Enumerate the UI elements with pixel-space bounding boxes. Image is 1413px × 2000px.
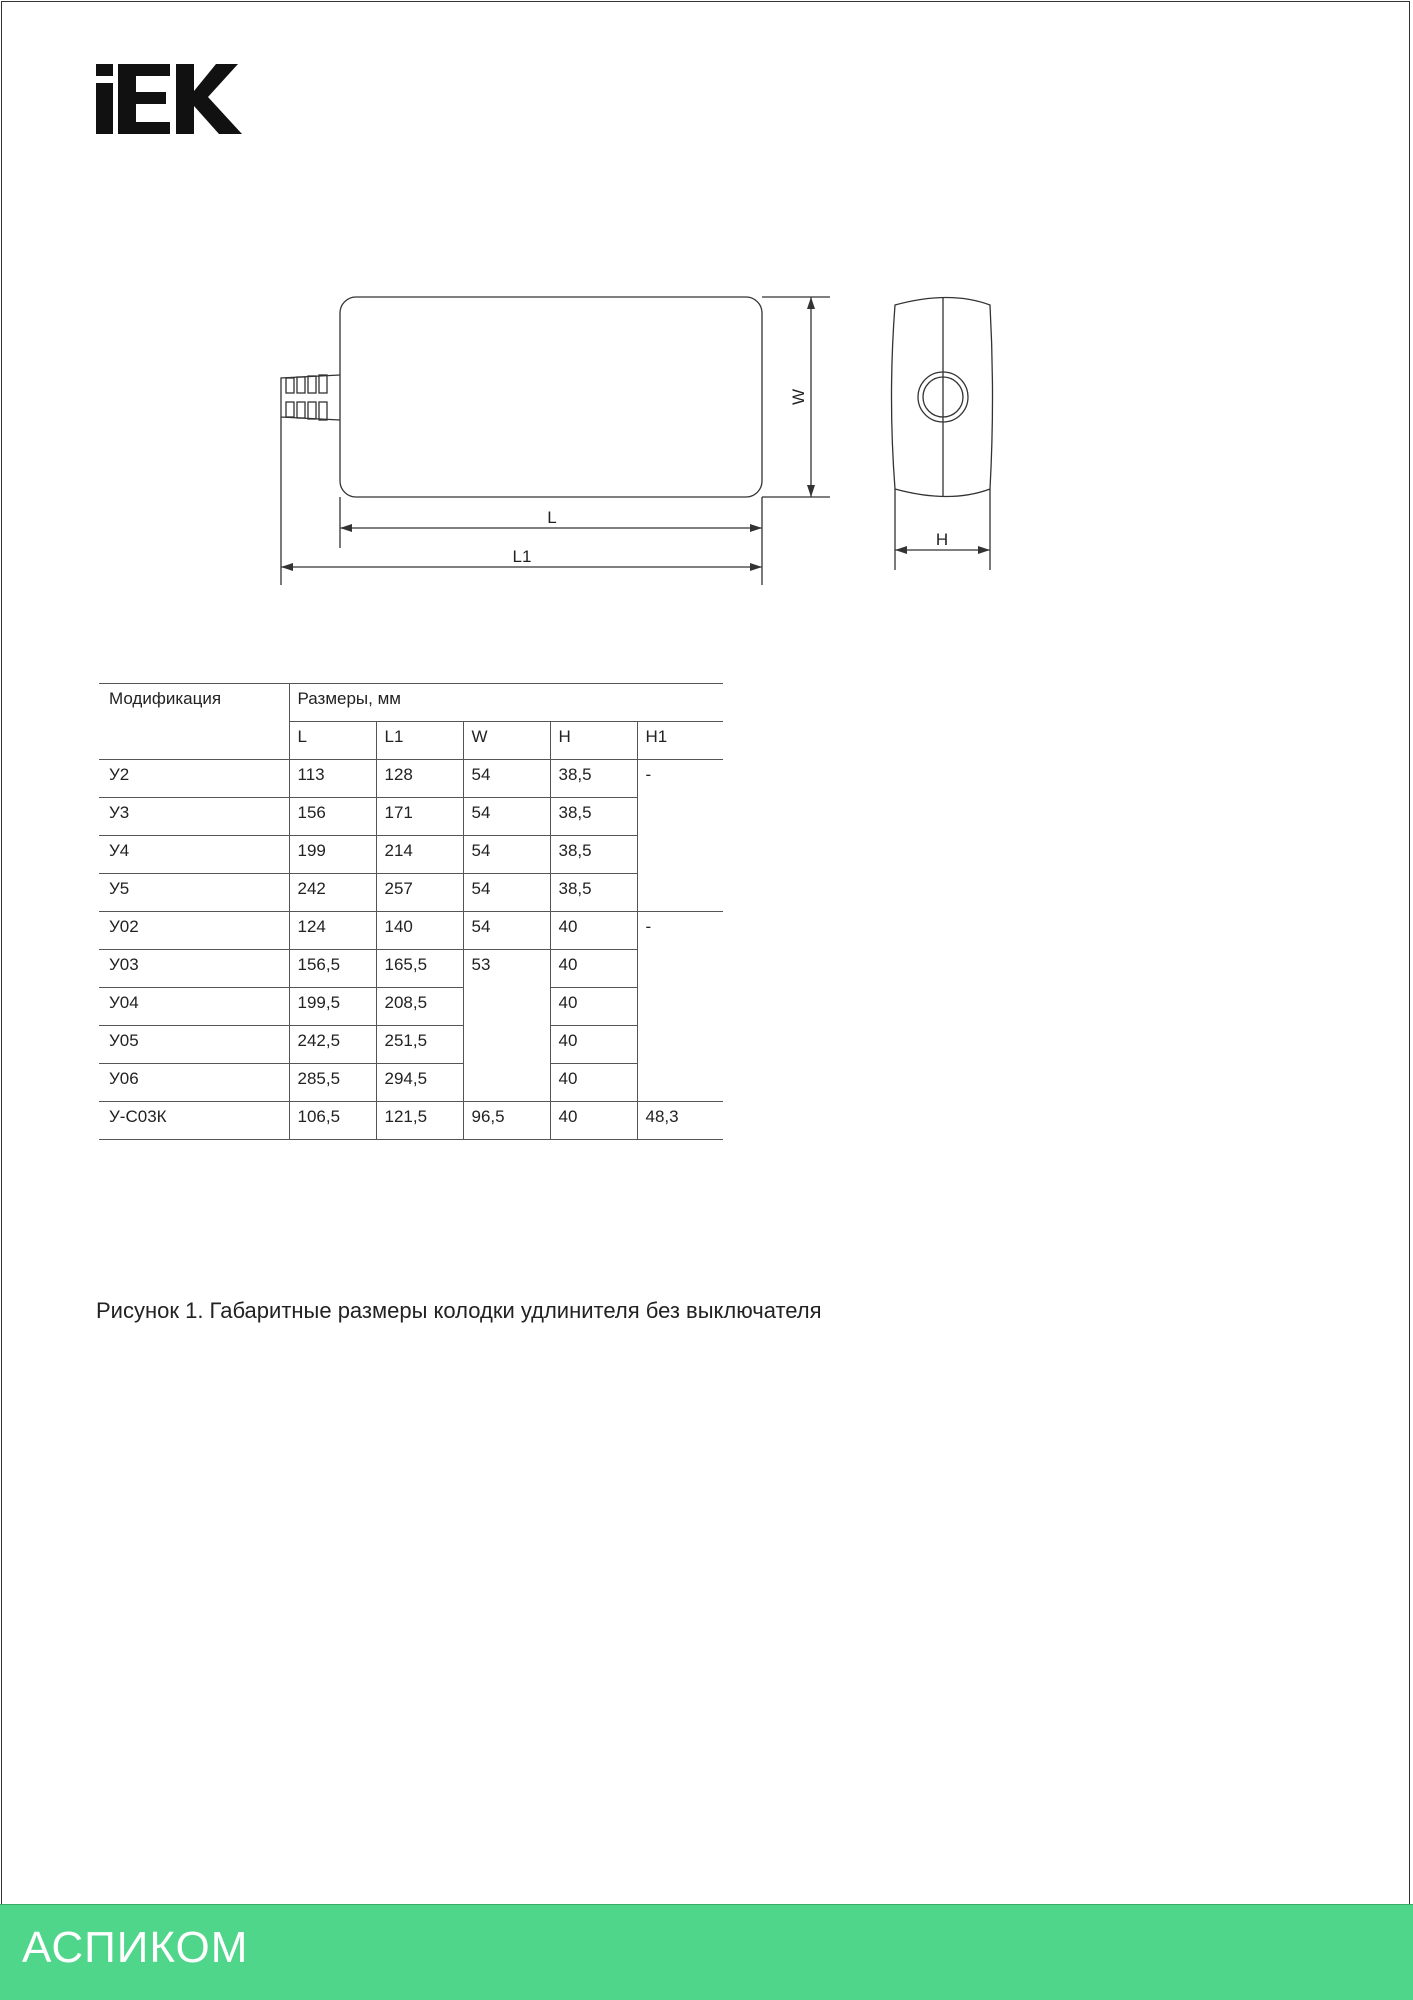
- cell-L: 199: [289, 836, 376, 874]
- cell-H: 38,5: [550, 798, 637, 836]
- cell-H: 40: [550, 988, 637, 1026]
- cell-W: 54: [463, 798, 550, 836]
- cell-W: [463, 1026, 550, 1064]
- label-L: L: [547, 508, 557, 527]
- cell-L1: 251,5: [376, 1026, 463, 1064]
- table-header-row: [99, 684, 723, 722]
- header-model: Модификация: [99, 684, 289, 722]
- table-row: [99, 760, 723, 798]
- table-row: [99, 1064, 723, 1102]
- cell-H1: 48,3: [637, 1102, 723, 1140]
- label-W: W: [789, 388, 808, 406]
- cell-L: 199,5: [289, 988, 376, 1026]
- col-header: L: [289, 722, 376, 760]
- cell-H: 40: [550, 1102, 637, 1140]
- cell-model: У05: [99, 1026, 289, 1064]
- cell-L1: 208,5: [376, 988, 463, 1026]
- cell-L: 156,5: [289, 950, 376, 988]
- header-model-spacer: [99, 722, 289, 760]
- cell-W: 96,5: [463, 1102, 550, 1140]
- cell-model: У06: [99, 1064, 289, 1102]
- table-row: [99, 988, 723, 1026]
- cell-W: 54: [463, 836, 550, 874]
- iek-logo: [96, 64, 242, 134]
- cell-W: 54: [463, 874, 550, 912]
- cell-L: 106,5: [289, 1102, 376, 1140]
- cell-H1: [637, 798, 723, 836]
- dimension-drawing: [270, 290, 1050, 590]
- table-row: [99, 1026, 723, 1064]
- cell-H1: -: [637, 912, 723, 950]
- table-subheader-row: [99, 722, 723, 760]
- cell-H: 38,5: [550, 836, 637, 874]
- header-dimensions: Размеры, мм: [289, 684, 723, 722]
- label-L1: L1: [512, 547, 532, 566]
- footer-bar: [0, 1904, 1413, 2000]
- cell-L1: 165,5: [376, 950, 463, 988]
- cell-L: 285,5: [289, 1064, 376, 1102]
- cell-L: 242: [289, 874, 376, 912]
- cell-L1: 140: [376, 912, 463, 950]
- cell-L1: 121,5: [376, 1102, 463, 1140]
- cell-model: У4: [99, 836, 289, 874]
- cell-W: [463, 1064, 550, 1102]
- cell-H: 40: [550, 1026, 637, 1064]
- cell-model: У02: [99, 912, 289, 950]
- col-header: L1: [376, 722, 463, 760]
- footer-company: АСПИКОМ: [22, 1923, 249, 1972]
- table-row: [99, 836, 723, 874]
- cell-H: 40: [550, 950, 637, 988]
- cell-H1: [637, 1026, 723, 1064]
- cell-model: У2: [99, 760, 289, 798]
- cell-H: 40: [550, 912, 637, 950]
- cell-H1: [637, 950, 723, 988]
- col-header: H: [550, 722, 637, 760]
- cell-L: 242,5: [289, 1026, 376, 1064]
- table-row: [99, 1102, 723, 1140]
- cell-H: 40: [550, 1064, 637, 1102]
- cell-L1: 294,5: [376, 1064, 463, 1102]
- cell-H1: [637, 874, 723, 912]
- cell-H1: [637, 836, 723, 874]
- cell-L1: 257: [376, 874, 463, 912]
- cell-model: У04: [99, 988, 289, 1026]
- col-header: H1: [637, 722, 723, 760]
- table-row: [99, 912, 723, 950]
- cell-L: 113: [289, 760, 376, 798]
- table-row: [99, 874, 723, 912]
- dimensions-table: [99, 683, 723, 1140]
- cell-W: 53: [463, 950, 550, 988]
- cell-model: У3: [99, 798, 289, 836]
- cell-L: 156: [289, 798, 376, 836]
- cell-model: У03: [99, 950, 289, 988]
- cell-L: 124: [289, 912, 376, 950]
- label-H: H: [935, 530, 949, 549]
- table-row: [99, 950, 723, 988]
- cell-L1: 171: [376, 798, 463, 836]
- table-row: [99, 798, 723, 836]
- cell-model: У5: [99, 874, 289, 912]
- cell-W: [463, 988, 550, 1026]
- col-header: W: [463, 722, 550, 760]
- cell-W: 54: [463, 912, 550, 950]
- cell-L1: 214: [376, 836, 463, 874]
- cell-H1: [637, 988, 723, 1026]
- cell-H1: -: [637, 760, 723, 798]
- cell-L1: 128: [376, 760, 463, 798]
- figure-caption: Рисунок 1. Габаритные размеры колодки удлинителя без выключателя: [96, 1298, 822, 1323]
- cell-H: 38,5: [550, 874, 637, 912]
- cell-W: 54: [463, 760, 550, 798]
- cell-H1: [637, 1064, 723, 1102]
- cell-model: У-С03К: [99, 1102, 289, 1140]
- cell-H: 38,5: [550, 760, 637, 798]
